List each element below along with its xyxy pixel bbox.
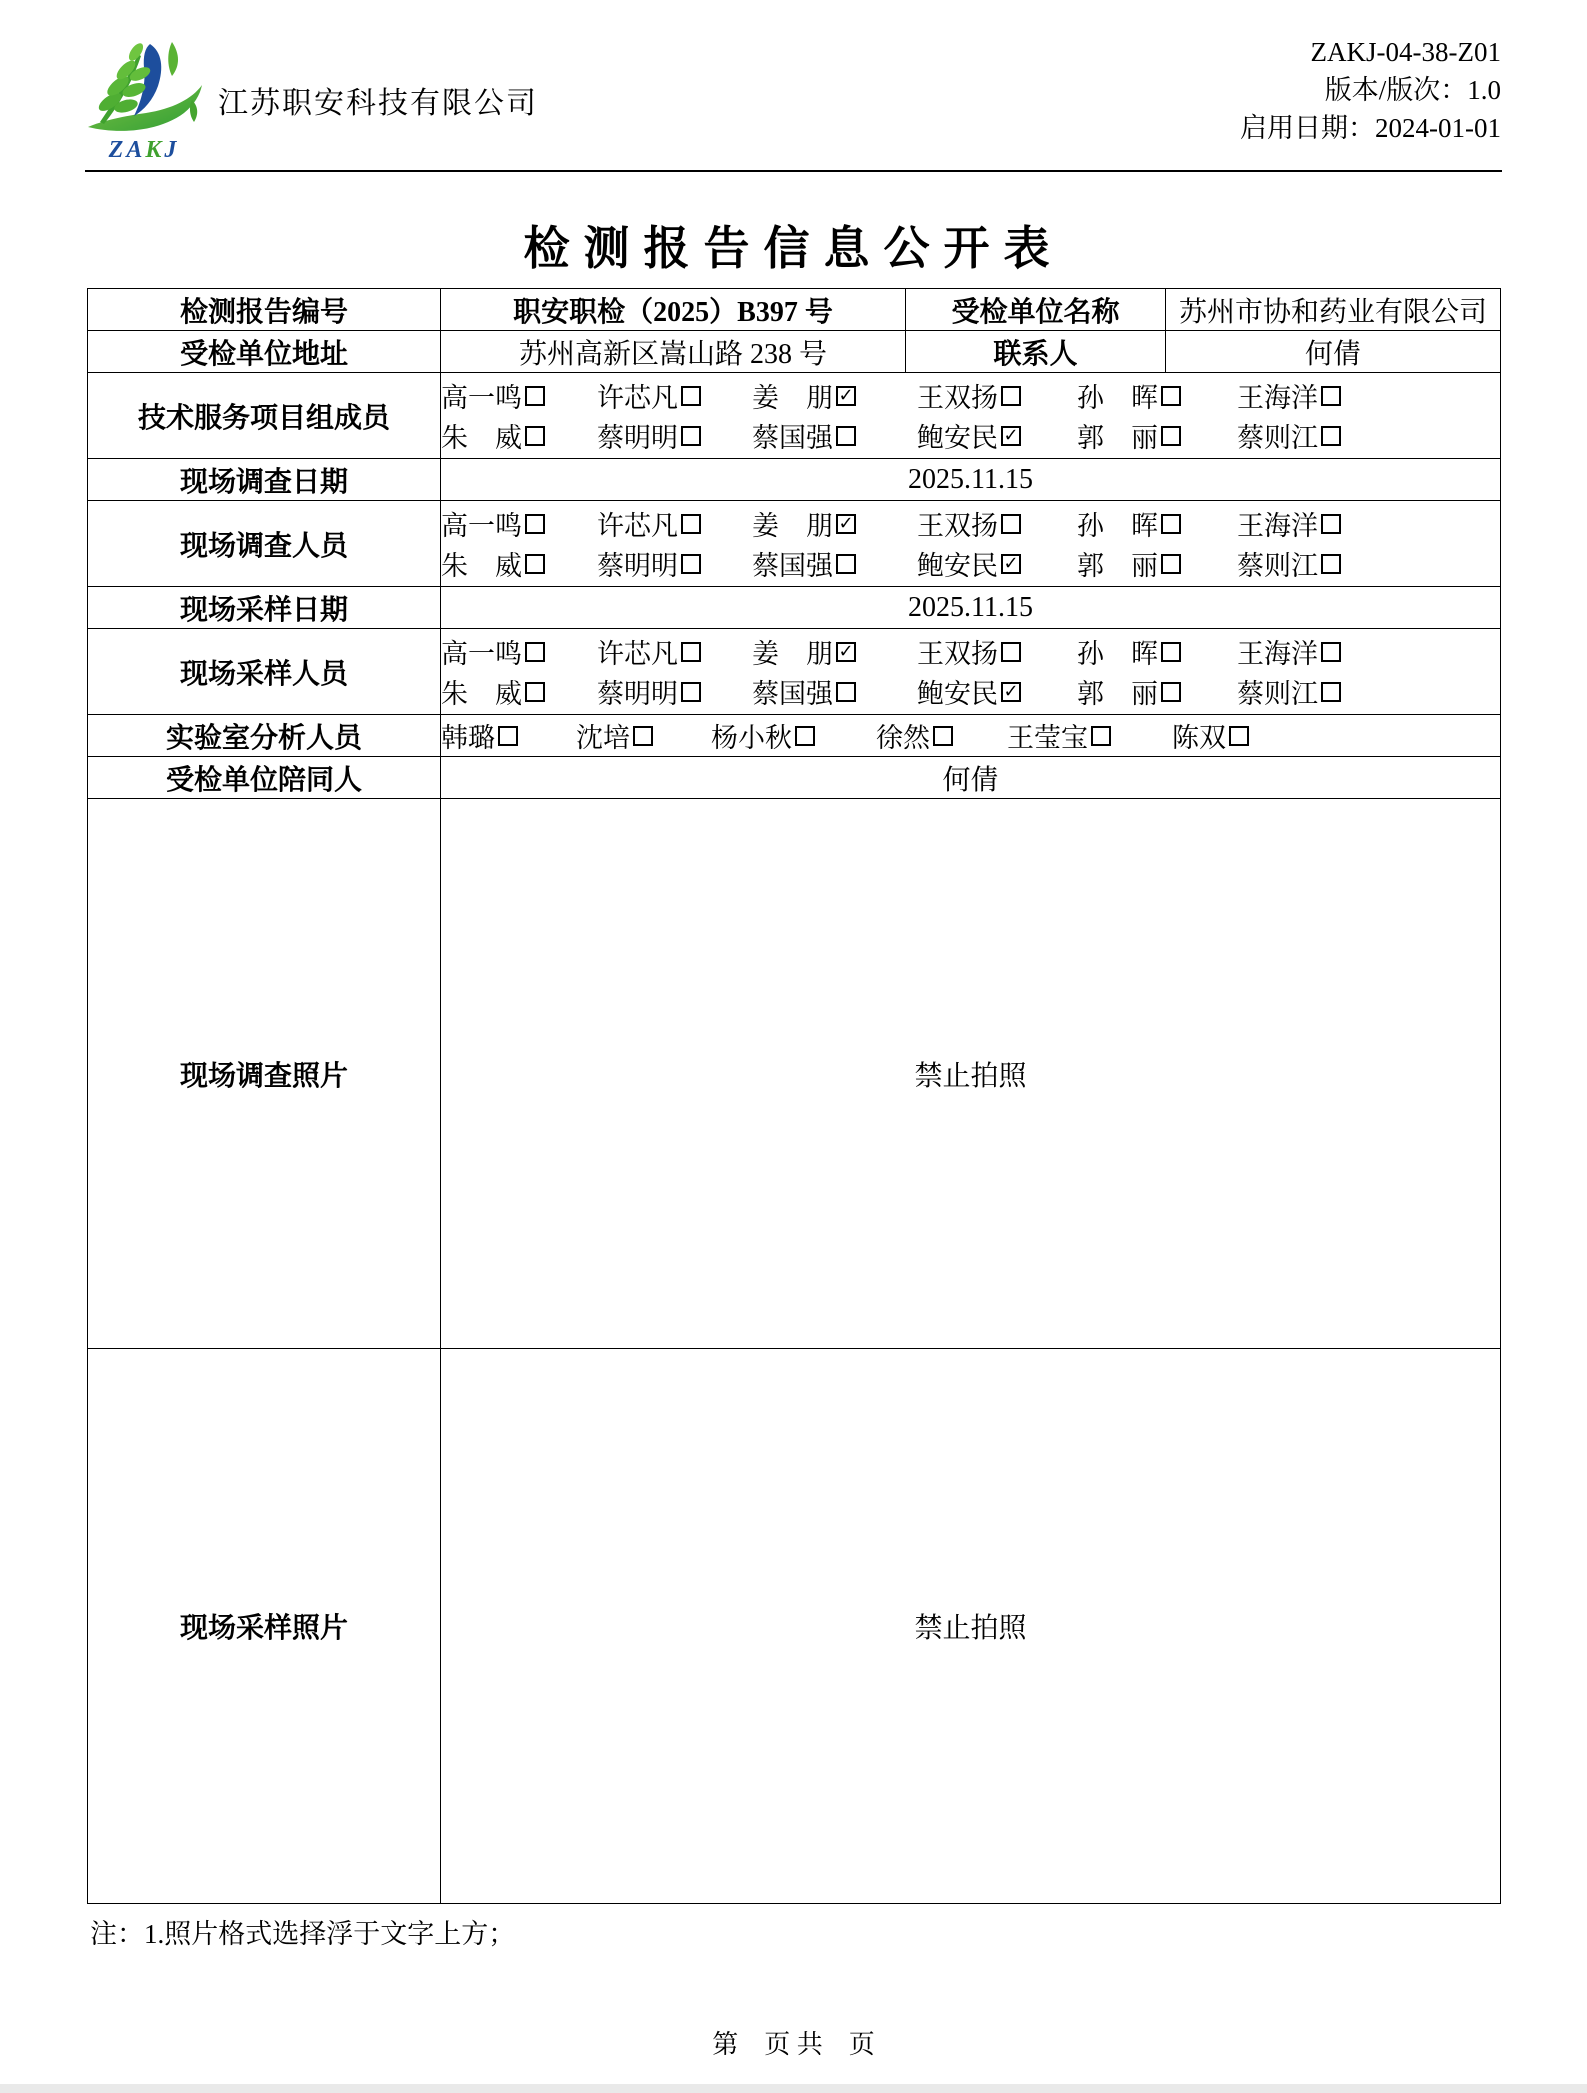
checkbox-icon[interactable] xyxy=(681,642,701,662)
person-option xyxy=(441,716,576,755)
names-line xyxy=(441,632,1500,672)
person-option xyxy=(1237,504,1500,543)
person-name: 陈双 xyxy=(1172,723,1226,753)
checkbox-checked-icon[interactable]: ✓ xyxy=(836,386,856,406)
checkbox-icon[interactable] xyxy=(1321,642,1341,662)
person-name: 王海洋 xyxy=(1237,511,1318,541)
checkbox-checked-icon[interactable]: ✓ xyxy=(1001,554,1021,574)
doc-code: ZAKJ-04-38-Z01 xyxy=(1310,37,1501,67)
checkbox-icon[interactable] xyxy=(1001,386,1021,406)
person-option xyxy=(597,632,752,671)
person-option xyxy=(1237,416,1500,455)
names-line xyxy=(441,716,1500,756)
person-name: 许芯凡 xyxy=(597,511,678,541)
names-line xyxy=(441,416,1500,456)
person-option xyxy=(1077,672,1237,711)
table-row-lab-staff xyxy=(88,715,1501,757)
checkbox-icon[interactable] xyxy=(1161,386,1181,406)
checkbox-icon[interactable] xyxy=(1091,726,1111,746)
person-option xyxy=(752,376,917,415)
document-meta xyxy=(1240,33,1501,147)
person-option xyxy=(597,504,752,543)
person-option xyxy=(917,416,1077,455)
person-option xyxy=(752,416,917,455)
contact-value: 何倩 xyxy=(1166,331,1501,373)
person-name: 鲍安民 xyxy=(917,679,998,709)
table-row-report-no xyxy=(88,289,1501,331)
person-name: 许芯凡 xyxy=(597,383,678,413)
doc-start-date: 启用日期：2024-01-01 xyxy=(1240,113,1501,143)
companion-value: 何倩 xyxy=(441,757,1501,799)
checkbox-icon[interactable] xyxy=(933,726,953,746)
person-name: 孙 晖 xyxy=(1077,511,1158,541)
person-name: 郭 丽 xyxy=(1077,423,1158,453)
person-option xyxy=(441,504,597,543)
checkbox-icon[interactable] xyxy=(836,554,856,574)
page-footer: 第 页 共 页 xyxy=(712,2030,875,2059)
table-row-project-members xyxy=(88,373,1501,459)
person-name: 鲍安民 xyxy=(917,423,998,453)
names-line xyxy=(441,504,1500,544)
person-name: 蔡明明 xyxy=(597,551,678,581)
person-name: 蔡明明 xyxy=(597,679,678,709)
checkbox-checked-icon[interactable]: ✓ xyxy=(1001,426,1021,446)
person-option xyxy=(441,544,597,583)
person-option xyxy=(752,544,917,583)
person-name: 王双扬 xyxy=(917,511,998,541)
person-option xyxy=(752,672,917,711)
checkbox-icon[interactable] xyxy=(1229,726,1249,746)
checkbox-checked-icon[interactable]: ✓ xyxy=(836,514,856,534)
companion-label: 受检单位陪同人 xyxy=(88,757,441,799)
person-name: 孙 晖 xyxy=(1077,639,1158,669)
checkbox-icon[interactable] xyxy=(1161,426,1181,446)
page-title: 检测报告信息公开表 xyxy=(523,223,1064,274)
table-row-sampling-photo xyxy=(88,1349,1501,1904)
members-names-grid xyxy=(441,373,1501,459)
checkbox-icon[interactable] xyxy=(1321,554,1341,574)
person-name: 蔡国强 xyxy=(752,423,833,453)
person-option xyxy=(876,716,1007,755)
members-label: 技术服务项目组成员 xyxy=(88,373,441,459)
sampling-date-label: 现场采样日期 xyxy=(88,587,441,629)
checkbox-icon[interactable] xyxy=(525,386,545,406)
person-name: 王双扬 xyxy=(917,639,998,669)
names-line xyxy=(441,376,1500,416)
person-option xyxy=(917,544,1077,583)
checkbox-icon[interactable] xyxy=(836,426,856,446)
survey-date-label: 现场调查日期 xyxy=(88,459,441,501)
person-name: 沈培 xyxy=(576,723,630,753)
person-name: 朱 威 xyxy=(441,679,522,709)
unit-name-value: 苏州市协和药业有限公司 xyxy=(1166,289,1501,331)
checkbox-icon[interactable] xyxy=(525,682,545,702)
person-name: 姜 朋 xyxy=(752,511,833,541)
checkbox-icon[interactable] xyxy=(1001,514,1021,534)
checkbox-icon[interactable] xyxy=(1001,642,1021,662)
person-option xyxy=(1237,672,1500,711)
person-option xyxy=(597,672,752,711)
person-option xyxy=(576,716,711,755)
person-option xyxy=(1077,632,1237,671)
person-name: 郭 丽 xyxy=(1077,679,1158,709)
table-row-survey-date xyxy=(88,459,1501,501)
person-option xyxy=(441,632,597,671)
checkbox-icon[interactable] xyxy=(1321,386,1341,406)
checkbox-checked-icon[interactable]: ✓ xyxy=(836,642,856,662)
footnote: 注：1.照片格式选择浮于文字上方； xyxy=(90,1919,516,1949)
checkbox-icon[interactable] xyxy=(681,554,701,574)
checkbox-icon[interactable] xyxy=(633,726,653,746)
survey-staff-names-grid xyxy=(441,501,1501,587)
checkbox-icon[interactable] xyxy=(1161,682,1181,702)
sampling-date-value: 2025.11.15 xyxy=(441,587,1501,629)
survey-photo-label: 现场调查照片 xyxy=(88,799,441,1349)
person-name: 韩璐 xyxy=(441,723,495,753)
checkbox-icon[interactable] xyxy=(1321,514,1341,534)
survey-date-value: 2025.11.15 xyxy=(441,459,1501,501)
checkbox-icon[interactable] xyxy=(1161,554,1181,574)
person-name: 蔡则江 xyxy=(1237,551,1318,581)
checkbox-icon[interactable] xyxy=(498,726,518,746)
checkbox-checked-icon[interactable]: ✓ xyxy=(1001,682,1021,702)
names-line xyxy=(441,544,1500,584)
person-name: 蔡则江 xyxy=(1237,423,1318,453)
checkbox-icon[interactable] xyxy=(1321,682,1341,702)
person-name: 高一鸣 xyxy=(441,639,522,669)
person-name: 蔡国强 xyxy=(752,679,833,709)
person-option xyxy=(597,376,752,415)
page-bottom-edge xyxy=(0,2084,1587,2093)
person-option xyxy=(917,672,1077,711)
table-row-sampling-date xyxy=(88,587,1501,629)
person-option xyxy=(1077,376,1237,415)
unit-name-label: 受检单位名称 xyxy=(906,289,1166,331)
person-name: 姜 朋 xyxy=(752,383,833,413)
person-name: 姜 朋 xyxy=(752,639,833,669)
checkbox-icon[interactable] xyxy=(836,682,856,702)
table-row-address xyxy=(88,331,1501,373)
person-option xyxy=(1077,504,1237,543)
checkbox-icon[interactable] xyxy=(1321,426,1341,446)
person-option xyxy=(597,544,752,583)
checkbox-icon[interactable] xyxy=(681,386,701,406)
table-row-survey-photo xyxy=(88,799,1501,1349)
person-option xyxy=(752,504,917,543)
person-option xyxy=(1237,544,1500,583)
person-name: 杨小秋 xyxy=(711,723,792,753)
person-option xyxy=(441,376,597,415)
info-table xyxy=(87,288,1501,1904)
person-option xyxy=(711,716,876,755)
checkbox-icon[interactable] xyxy=(1161,514,1181,534)
company-logo xyxy=(76,30,212,164)
survey-staff-label: 现场调查人员 xyxy=(88,501,441,587)
table-row-companion xyxy=(88,757,1501,799)
wheat-leaf-logo-icon xyxy=(80,30,208,136)
table-row-survey-staff xyxy=(88,501,1501,587)
table-row-sampling-staff xyxy=(88,629,1501,715)
person-option xyxy=(1237,632,1500,671)
person-name: 王莹宝 xyxy=(1007,723,1088,753)
person-option xyxy=(597,416,752,455)
person-name: 朱 威 xyxy=(441,551,522,581)
report-no-value: 职安职检（2025）B397 号 xyxy=(441,289,906,331)
person-name: 朱 威 xyxy=(441,423,522,453)
header-divider xyxy=(85,170,1502,172)
person-option xyxy=(1007,716,1172,755)
person-name: 王双扬 xyxy=(917,383,998,413)
checkbox-icon[interactable] xyxy=(795,726,815,746)
sampling-photo-value: 禁止拍照 xyxy=(441,1349,1501,1904)
checkbox-icon[interactable] xyxy=(525,514,545,534)
checkbox-icon[interactable] xyxy=(681,426,701,446)
person-name: 王海洋 xyxy=(1237,383,1318,413)
person-option xyxy=(917,632,1077,671)
doc-version: 版本/版次：1.0 xyxy=(1324,75,1501,105)
person-name: 高一鸣 xyxy=(441,511,522,541)
person-name: 蔡国强 xyxy=(752,551,833,581)
checkbox-icon[interactable] xyxy=(525,554,545,574)
contact-label: 联系人 xyxy=(906,331,1166,373)
sampling-photo-label: 现场采样照片 xyxy=(88,1349,441,1904)
person-name: 许芯凡 xyxy=(597,639,678,669)
unit-addr-label: 受检单位地址 xyxy=(88,331,441,373)
person-name: 高一鸣 xyxy=(441,383,522,413)
person-option xyxy=(1172,716,1500,755)
person-option xyxy=(441,416,597,455)
sampling-staff-label: 现场采样人员 xyxy=(88,629,441,715)
person-option xyxy=(917,376,1077,415)
person-name: 蔡明明 xyxy=(597,423,678,453)
report-no-label: 检测报告编号 xyxy=(88,289,441,331)
checkbox-icon[interactable] xyxy=(525,642,545,662)
logo-text: ZAKJ xyxy=(108,137,180,163)
person-option xyxy=(1077,544,1237,583)
person-name: 蔡则江 xyxy=(1237,679,1318,709)
person-name: 孙 晖 xyxy=(1077,383,1158,413)
lab-staff-label: 实验室分析人员 xyxy=(88,715,441,757)
person-option xyxy=(1237,376,1500,415)
checkbox-icon[interactable] xyxy=(1161,642,1181,662)
person-option xyxy=(752,632,917,671)
person-name: 郭 丽 xyxy=(1077,551,1158,581)
person-option xyxy=(917,504,1077,543)
person-name: 徐然 xyxy=(876,723,930,753)
checkbox-icon[interactable] xyxy=(525,426,545,446)
checkbox-icon[interactable] xyxy=(681,682,701,702)
person-option xyxy=(1077,416,1237,455)
person-name: 王海洋 xyxy=(1237,639,1318,669)
company-name: 江苏职安科技有限公司 xyxy=(218,87,538,120)
names-line xyxy=(441,672,1500,712)
sampling-staff-names-grid xyxy=(441,629,1501,715)
survey-photo-value: 禁止拍照 xyxy=(441,799,1501,1349)
person-option xyxy=(441,672,597,711)
checkbox-icon[interactable] xyxy=(681,514,701,534)
lab-staff-names-grid xyxy=(441,715,1501,757)
unit-addr-value: 苏州高新区嵩山路 238 号 xyxy=(441,331,906,373)
person-name: 鲍安民 xyxy=(917,551,998,581)
